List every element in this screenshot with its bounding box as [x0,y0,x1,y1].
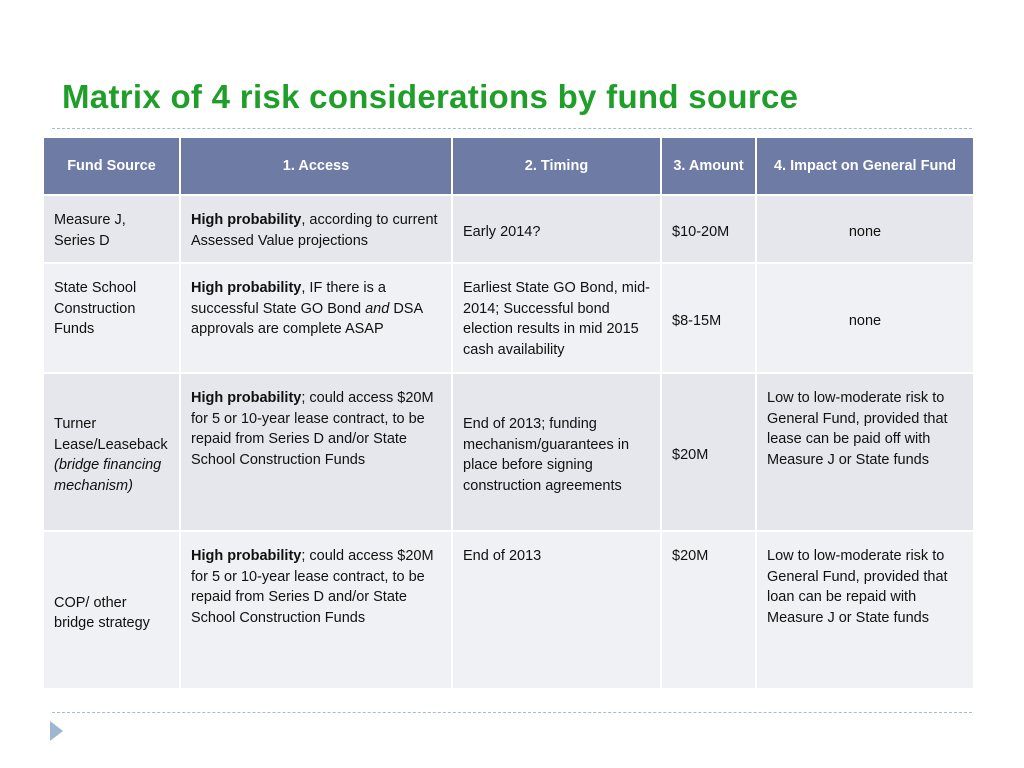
page-title: Matrix of 4 risk considerations by fund source [62,78,799,115]
cell-impact: Low to low-moderate risk to General Fund, provided that lease can be paid off with Measure J or State funds [756,373,974,531]
table-header-row [43,137,974,195]
cell-impact: Low to low-moderate risk to General Fund, provided that loan can be repaid with Measure J or State funds [756,531,974,689]
cell-timing: End of 2013 [452,531,661,689]
access-detail: ; could access $20M for 5 or 10-year lease contract, to be repaid from Series D and/or State School Construction Funds [191,390,434,468]
cell-fund-source [43,373,180,531]
cell-timing: End of 2013; funding mechanism/guarantees in place before signing construction agreements [452,373,661,531]
header-amount: 3. Amount [661,137,756,195]
risk-matrix-table [42,136,975,690]
cell-access [180,373,452,531]
table-row [43,531,974,689]
fund-source-note: (bridge financing mechanism) [54,457,162,494]
access-detail: , according to current Assessed Value projections [191,212,438,249]
cell-access [180,195,452,263]
cell-access [180,531,452,689]
bottom-divider [52,712,972,713]
table-row [43,195,974,263]
cell-access [180,263,452,373]
cell-fund-source: State School Construction Funds [43,263,180,373]
access-emphasis: High probability [191,548,302,564]
fund-source-name: Turner Lease/Leaseback [54,416,168,453]
header-fund-source: Fund Source [43,137,180,195]
access-emphasis: High probability [191,212,302,228]
cell-amount: $8-15M [661,263,756,373]
cell-amount: $20M [661,531,756,689]
access-detail-2: DSA approvals are complete ASAP [191,300,423,337]
header-timing: 2. Timing [452,137,661,195]
header-access: 1. Access [180,137,452,195]
cell-timing: Earliest State GO Bond, mid-2014; Successful bond election results in mid 2015 cash availability [452,263,661,373]
table-row [43,263,974,373]
cell-amount: $20M [661,373,756,531]
cell-timing: Early 2014? [452,195,661,263]
access-detail: , IF there is a successful State GO Bond [191,280,386,317]
cell-impact: none [756,263,974,373]
access-detail: ; could access $20M for 5 or 10-year lease contract, to be repaid from Series D and/or State School Construction Funds [191,548,434,626]
access-emphasis: High probability [191,390,302,406]
table-row [43,373,974,531]
cell-fund-source: Measure J, Series D [43,195,180,263]
cell-impact: none [756,195,974,263]
top-divider [52,128,972,129]
cell-fund-source: COP/ other bridge strategy [43,531,180,689]
play-triangle-icon[interactable] [50,721,63,741]
header-impact: 4. Impact on General Fund [756,137,974,195]
cell-amount: $10-20M [661,195,756,263]
access-italic: and [365,300,390,317]
access-emphasis: High probability [191,280,302,296]
